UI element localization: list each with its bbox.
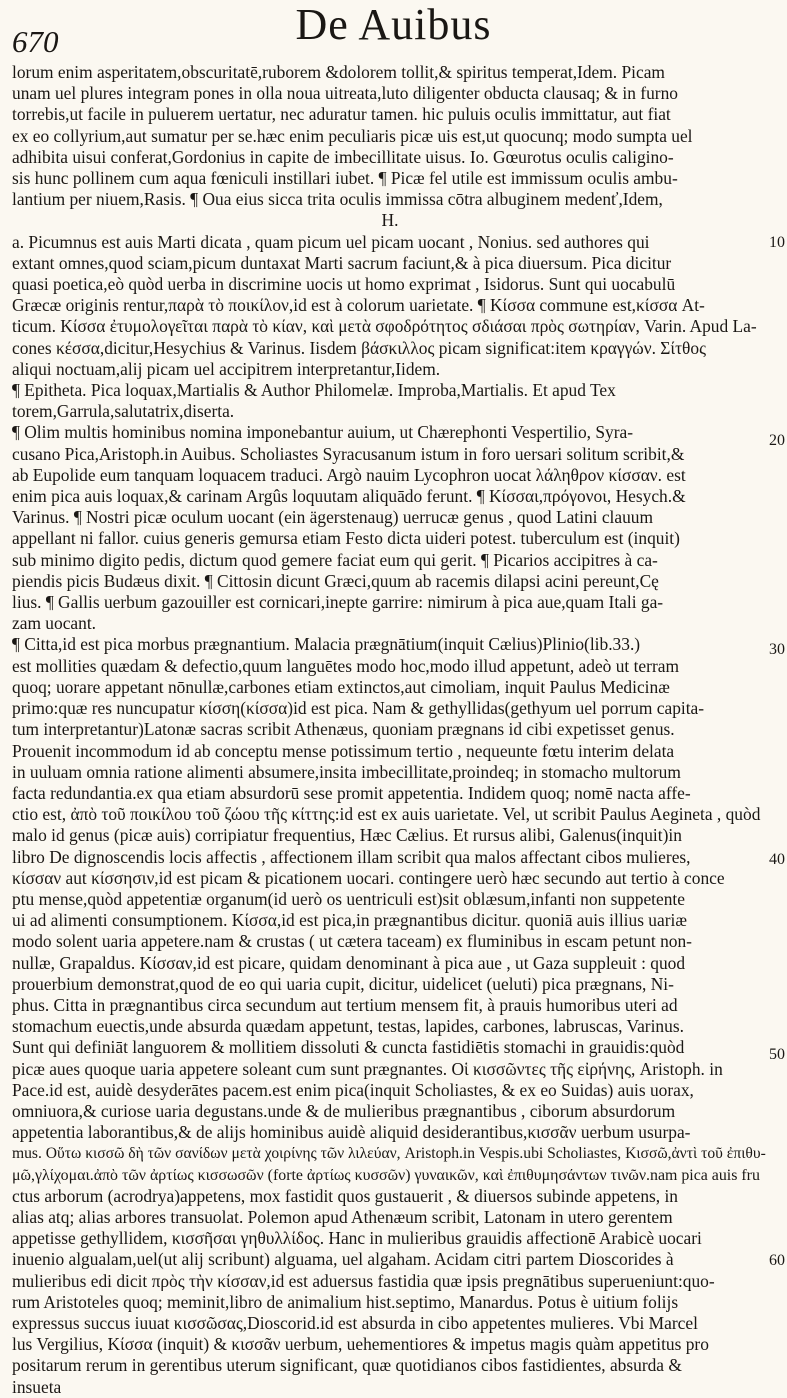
- text-line: alias atq; alias arbores transuolat. Polemon apud Athenæum scribit, Latonam in utero gerentem: [12, 1206, 673, 1227]
- page-number: 670: [12, 24, 59, 59]
- text-line: sis hunc pollinem cum aqua fœniculi instillari iubet. ¶ Picæ fel utile est immissum oculis ambu-: [12, 168, 678, 189]
- margin-line-number: 40: [769, 851, 785, 868]
- text-line: lus Vergilius, Κίσσα (inquit) & κισσᾶν uerbum, uehementiores & impetus magis quàm appetitus pro: [12, 1334, 709, 1355]
- text-line: Sunt qui definiāt languorem & mollitiem dissoluti & cuncta fastidiētis stomachi in grauidis:quòd: [12, 1037, 685, 1058]
- text-line: unam uel plures integram pones in olla noua uitreata,luto diligenter obducta clausaq; & in furno: [12, 83, 678, 104]
- text-line: enim pica auis loquax,& carinam Argûs loquutam aliquādo ferunt. ¶ Κίσσαι,πρόγονοι, Hesych.&: [12, 486, 686, 507]
- text-line: ¶ Epitheta. Pica loquax,Martialis & Author Philomelæ. Improba,Martialis. Et apud Tex: [12, 380, 616, 401]
- body-text: [12, 62, 768, 1398]
- text-line: mulieribus edi dicit πρὸς τὴν κίσσαν,id est aduersus fastidia quæ ipsis pregnātibus superueniunt:quo-: [12, 1270, 715, 1291]
- margin-line-number: 30: [769, 641, 785, 658]
- text-line: cusano Pica,Aristoph.in Auibus. Scholiastes Syracusanum istum in foro uersari solitum scribit,&: [12, 443, 685, 464]
- text-line: stomachum euectis,unde absurda quædam appetunt, testas, lapides, carbones, labruscas, Varinus.: [12, 1016, 684, 1037]
- text-line: ex eo collyrium,aut sumatur per se.hæc enim peculiaris picæ uis est,ut quocunq; modo sumpta uel: [12, 125, 693, 146]
- text-line: aliqui noctuam,alij picam uel accipitrem interpretantur,Iidem.: [12, 358, 441, 379]
- text-line: omniuora,& curiose uaria degustans.unde & de mulieribus prægnantibus , ciborum absurdorum: [12, 1100, 676, 1121]
- section-heading: H.: [381, 210, 399, 231]
- text-line: inuenio algualam,uel(ut alij scribunt) alguama, uel algaham. Acidam citri partem Dioscorides à: [12, 1249, 674, 1270]
- text-line: modo solent uaria appetere.nam & crustas ( ut cætera taceam) ex fluminibus in escam petunt non-: [12, 931, 692, 952]
- text-line: lorum enim asperitatem,obscuritatē,ruborem &dolorem tollit,& spiritus temperat,Idem. Picam: [12, 62, 665, 82]
- text-line: ui ad alimenti consumptionem. Κίσσα,id est pica,in prægnantibus dicitur. quoniā auis illius uariæ: [12, 910, 687, 931]
- text-line: primo:quæ res nuncupatur κίσση(κίσσα)id est pica. Nam & gethyllidas(gethyum uel porrum capita-: [12, 698, 705, 719]
- text-line: ab Eupolide eum tanquam loquacem traduci. Argò nauim Lycophron uocat λάληθρον κίσσαν. est: [12, 464, 686, 485]
- margin-line-number: 10: [769, 234, 785, 251]
- text-line: piendis picis Budæus dixit. ¶ Cittosin dicunt Græci,quum ab racemis dilapsi acini pereunt,Cę: [12, 570, 659, 591]
- text-line: positarum rerum in gerentibus uterum significant, quæ quotidianos cibos fastidientes, absurda &: [12, 1355, 682, 1376]
- text-line: ¶ Olim multis hominibus nomina imponebantur auium, ut Chærephonti Vespertilio, Syra-: [12, 422, 634, 443]
- text-line: κίσσαν aut κίσσησιν,id est picam & picationem uocari. contingere uerò hæc secundo aut tertio à conce: [12, 867, 725, 888]
- text-line: a. Picumnus est auis Marti dicata , quam picum uel picam uocant , Nonius. sed authores qui: [12, 231, 650, 252]
- text-line: ctio est, ἀπὸ τοῦ ποικίλου τοῦ ζώου τῆς κίττης:id est ex auis uarietate. Vel, ut scribit Paulus Aegineta , quòd: [12, 804, 761, 825]
- text-line: adhibita uisui conferat,Gordonius in capite de imbecillitate uisus. Io. Gœurotus oculis caligino-: [12, 146, 674, 167]
- text-line: phus. Citta in prægnantibus circa secundum aut tertium mensem fit, à prauis humoribus uteri ad: [12, 994, 678, 1015]
- text-line: quoq; uorare appetant nōnullæ,carbones etiam extinctos,aut cimoliam, inquit Paulus Medicinæ: [12, 676, 670, 697]
- text-line: ptu mense,quòd appetentiæ organum(id uerò os uentriculi est)sit oblæsum,infanti non suppetente: [12, 888, 685, 909]
- text-line: libro De dignoscendis locis affectis , affectionem illam scribit qua malos affectant cibos mulieres,: [12, 846, 691, 867]
- text-line: sub minimo digito pedis, dictum quod gemere faciat eum qui gerit. ¶ Picarios accipitres à ca-: [12, 549, 658, 570]
- text-line: zam uocant.: [12, 613, 97, 634]
- page-header: [0, 0, 787, 62]
- text-line: picæ aues quoque uaria appetere soleant cum sunt prægnantes. Οἱ κισσῶντες τῆς εἰρήνης, Aristoph. in: [12, 1058, 723, 1079]
- text-line: nullæ, Grapaldus. Κίσσαν,id est picare, quidam denominant à pica aue , ut Gaza suppleuit : quod: [12, 952, 686, 973]
- text-line: lius. ¶ Gallis uerbum gazouiller est cornicari,inepte garrire: nimirum à pica aue,quam Itali ga-: [12, 592, 664, 613]
- text-line: malo id genus (picæ auis) corripiatur frequentius, Hæc Cælius. Et rursus alibi, Galenus(inquit)in: [12, 825, 682, 846]
- text-line: est mollities quædam & defectio,quum languētes modo hoc,modo illud appetunt, adeò ut terram: [12, 655, 679, 676]
- text-line: prouerbium demonstrat,quod de eo qui uaria cupit, dicitur, uidelicet (ueluti) pica prægnans, Ni-: [12, 973, 674, 994]
- text-line: cones κέσσα,dicitur,Hesychius & Varinus. Iisdem βάσκιλλος picam significat:item κραγγών. Σίτθος: [12, 337, 706, 358]
- text-line: extant omnes,quod sciam,picum duntaxat Marti sacrum faciunt,& à pica diuersum. Pica dicitur: [12, 252, 672, 273]
- text-line: Græcæ originis rentur,παρὰ τὸ ποικίλον,id est à colorum uarietate. ¶ Κίσσα commune est,κίσσα At-: [12, 295, 705, 316]
- text-line: rum Aristoteles quoq; meminit,libro de animalium hist.septimo, Manardus. Potus è uitium folijs: [12, 1291, 679, 1312]
- text-line: in uuluam omnia ratione alimenti absumere,insita imbecillitate,proindeq; in stomacho multorum: [12, 761, 681, 782]
- text-line: insueta: [12, 1376, 62, 1397]
- text-line: lantium per niuem,Rasis. ¶ Oua eius sicca trita oculis immissa cōtra albuginem medenť,Idem,: [12, 189, 663, 210]
- text-line: appetentia laborantibus,& de alijs hominibus auidè aliquid desiderantibus,κισσᾶν uerbum usurpa-: [12, 1122, 691, 1143]
- margin-line-number: 60: [769, 1252, 785, 1269]
- text-line: ticum. Κίσσα ἐτυμολογεῖται παρὰ τὸ κίαν, καὶ μετὰ σφοδρότητος σδιάσαι πρὸς σωτηρίαν, Varin. Apud La-: [12, 316, 757, 337]
- text-line: tum interpretantur)Latonæ sacras scribit Athenæus, quoniam prægnans id cibi expetisset genus.: [12, 719, 675, 740]
- text-line: facta redundantia.ex qua etiam absurdorū sese promit appetentia. Indidem quoq; nomē nacta affe-: [12, 782, 691, 803]
- text-line: Pace.id est, auidè desyderātes pacem.est enim pica(inquit Scholiastes, & ex eo Suidas) auis uorax,: [12, 1079, 694, 1100]
- margin-line-number: 50: [769, 1046, 785, 1063]
- text-line: quasi poetica,eò quòd uerba in discrimine uocis ut homo exprimat , Isidorus. Sunt qui uocabulū: [12, 274, 676, 295]
- margin-line-number: 20: [769, 432, 785, 449]
- text-line: appellant ni fallor. cuius generis gemursa etiam Festo dicta uideri potest. tuberculum est (inquit): [12, 528, 680, 549]
- text-line: torrebis,ut facile in puluerem uertatur, nec aduratur tamen. hic puluis oculis immittatur, aut fiat: [12, 104, 671, 125]
- text-line: μῶ,γλίχομαι.ἀπὸ τῶν ἀρτίως κισσωσῶν (forte ἀρτίως κυσσῶν) γυναικῶν, καὶ ἐπιθυμησάντων τινῶν.nam pica auis fru: [12, 1166, 760, 1184]
- text-line: expressus succus iuuat κισσῶσας,Dioscorid.id est absurda in cibo appetentes mulieres. Vbi Marcel: [12, 1312, 698, 1333]
- text-line: mus. Οὕτω κισσῶ δὴ τῶν σανίδων μετὰ χοιρίνης τῶν λιλεύαν, Aristoph.in Vespis.ubi Scholiastes, Κισσῶ,ἀντὶ τοῦ ἐπιθυ-: [12, 1145, 766, 1163]
- text-line: torem,Garrula,salutatrix,diserta.: [12, 401, 235, 422]
- text-line: appetisse gethyllidem, κισσῆσαι γηθυλλίδος. Hanc in mulieribus grauidis affectionē Arabicè uocari: [12, 1228, 702, 1249]
- text-line: Prouenit incommodum id ab conceptu mense potissimum tertio , nequeunte fœtu interim delata: [12, 740, 675, 761]
- running-title: De Auibus: [295, 0, 492, 49]
- text-line: Varinus. ¶ Nostri picæ oculum uocant (ein ägerstenaug) uerrucæ genus , quod Latini clauum: [12, 507, 654, 528]
- text-line: ¶ Citta,id est pica morbus prægnantium. Malacia prægnātium(inquit Cælius)Plinio(lib.33.): [12, 634, 641, 655]
- text-line: ctus arborum (acrodrya)appetens, mox fastidit quos gustauerit , & diuersos subinde appetens, in: [12, 1185, 678, 1206]
